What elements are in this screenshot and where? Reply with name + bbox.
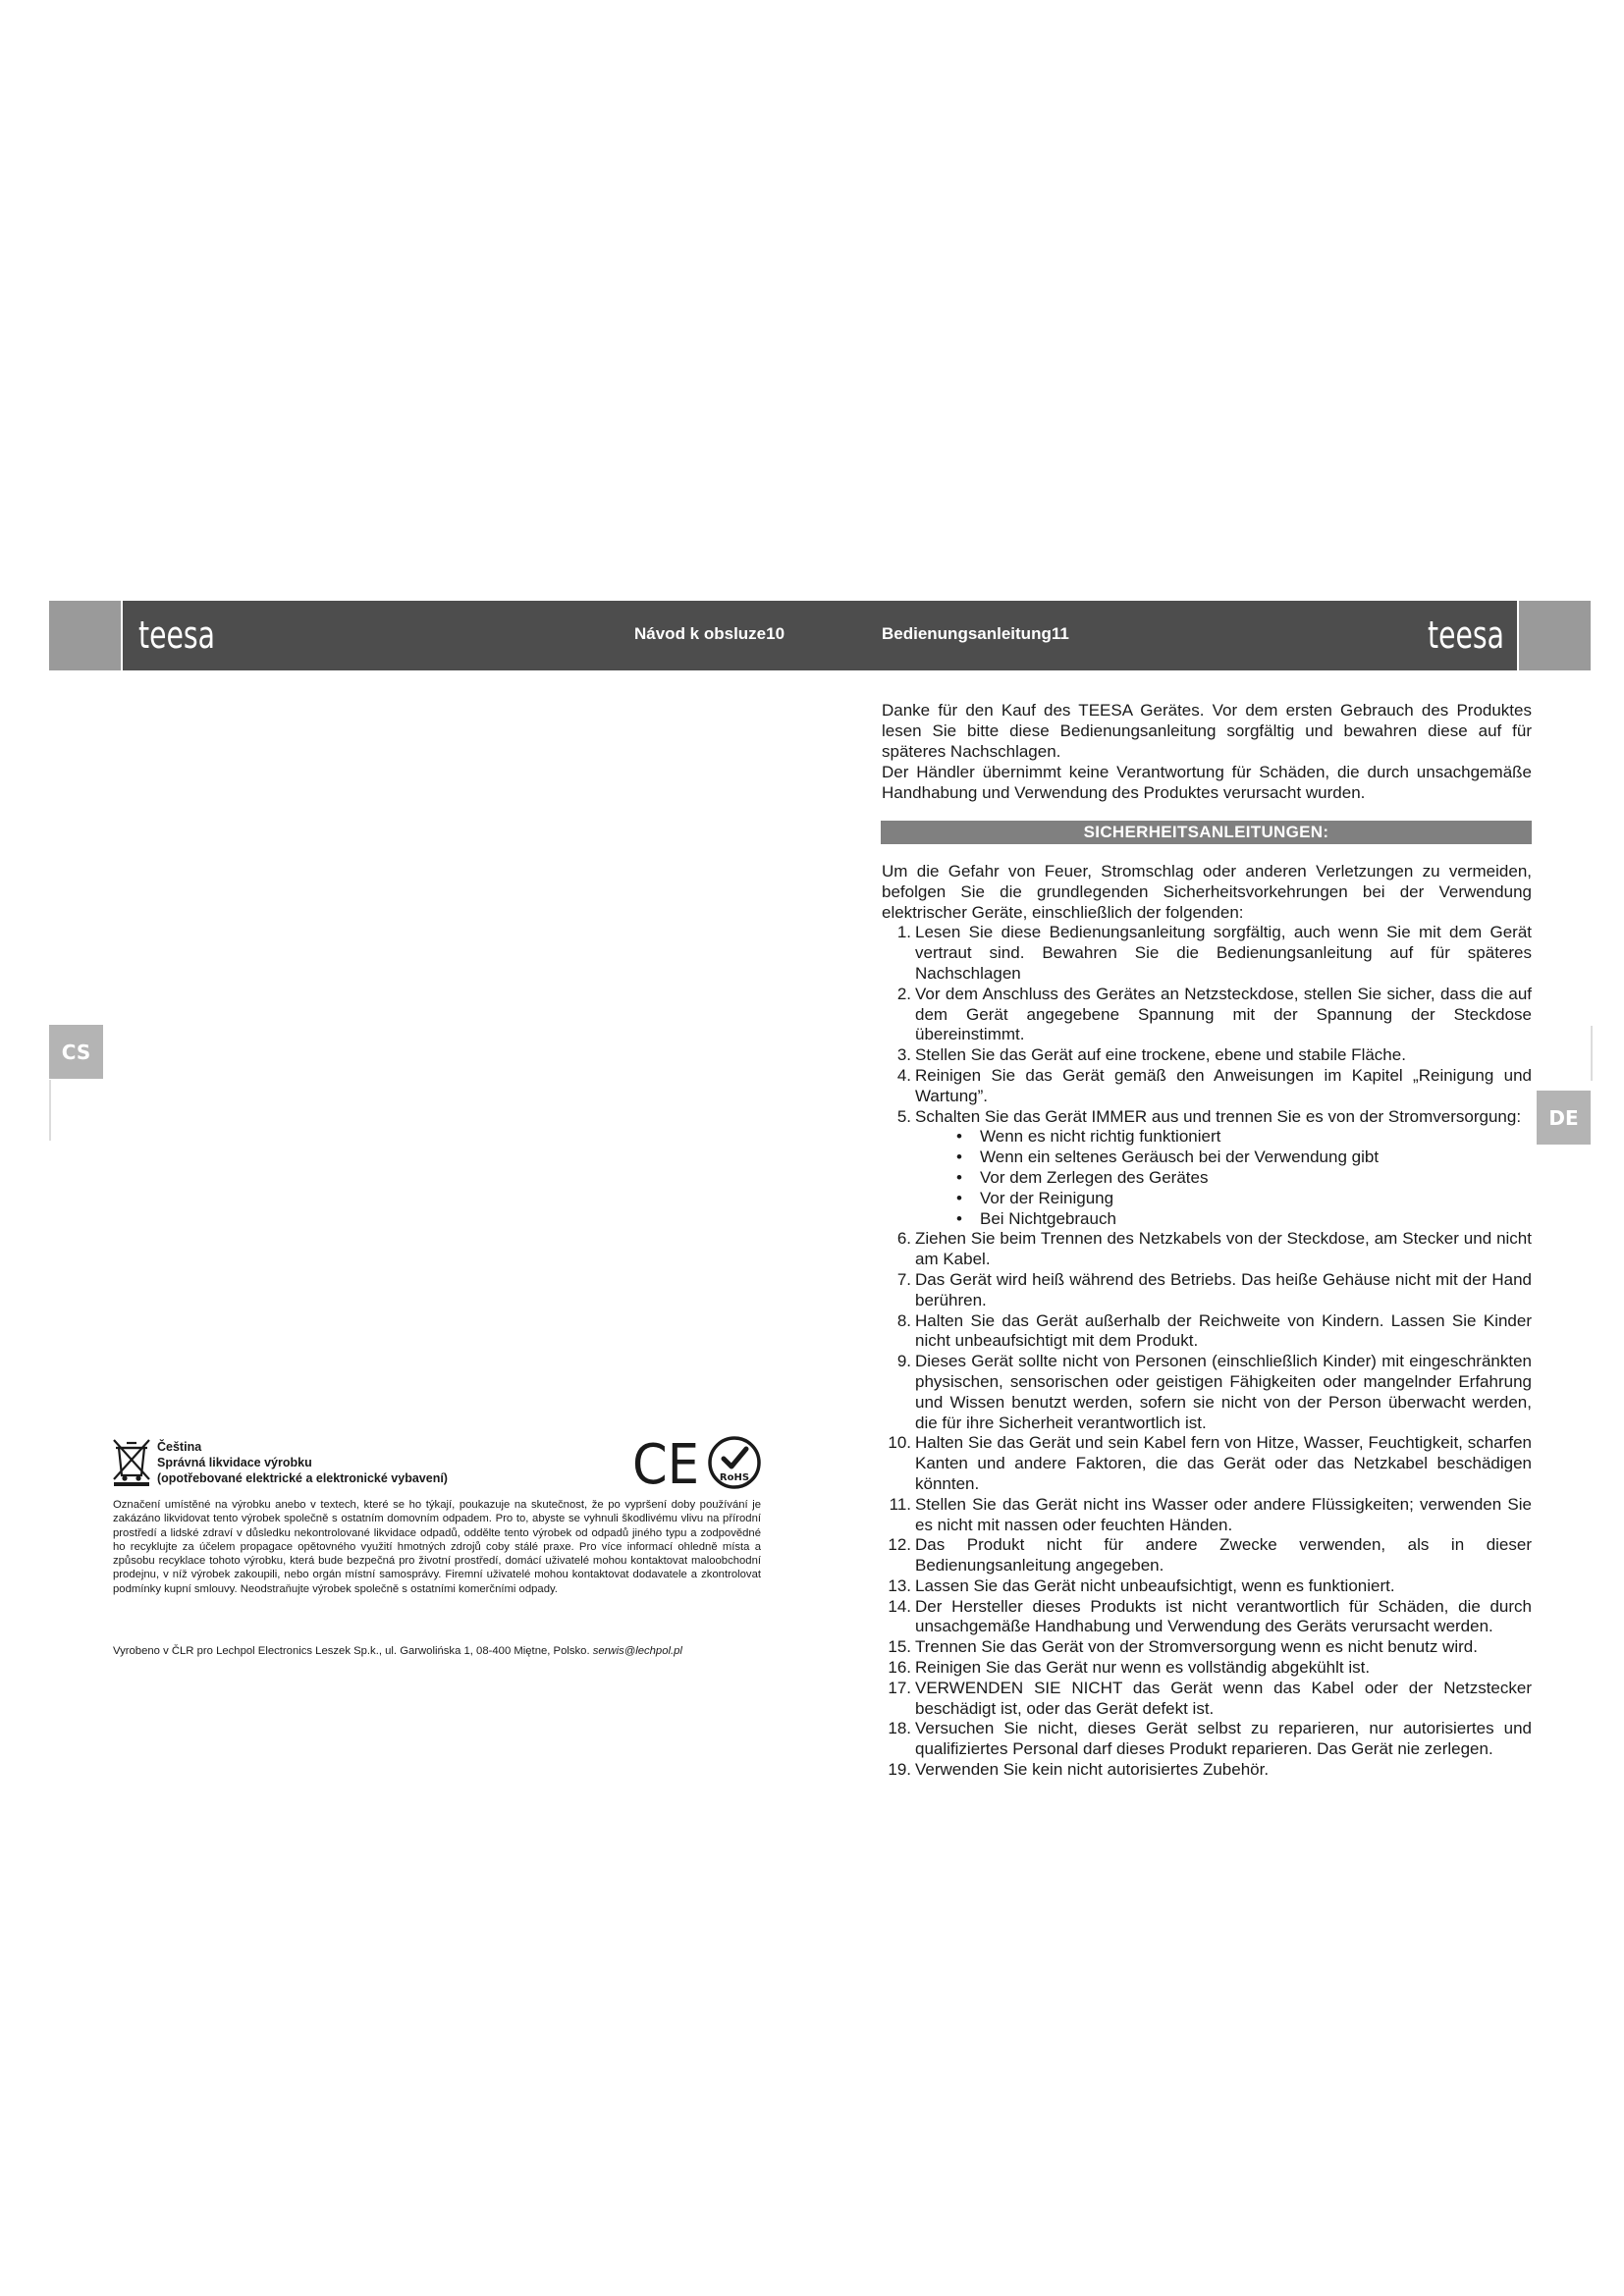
list-item: 1. Lesen Sie diese Bedienungsanleitung sorgfältig, auch wenn Sie mit dem Gerät vertraut sind. Bewahren Sie die Bedienungsanleitung auf für späteres Nachschlagen [896, 923, 1532, 983]
sub-list-item: • Bei Nichtgebrauch [915, 1209, 1532, 1230]
ce-mark-icon [630, 1433, 701, 1497]
manufacturer-address: Vyrobeno v ČLR pro Lechpol Electronics Leszek Sp.k., ul. Garwolińska 1, 08-400 Miętne, Polsko. [113, 1645, 593, 1657]
sub-list-item: • Vor dem Zerlegen des Gerätes [915, 1168, 1532, 1189]
list-item: 3. Stellen Sie das Gerät auf eine trockene, ebene und stabile Fläche. [896, 1045, 1406, 1065]
list-item: 2. Vor dem Anschluss des Gerätes an Netzsteckdose, stellen Sie sicher, dass die auf dem Gerät angegebene Spannung mit der Spannung der Steckdose übereinstimmt. [896, 984, 1532, 1044]
safety-list [882, 923, 1532, 1780]
disposal-title: Správná likvidace výrobku [157, 1456, 312, 1469]
list-item: 7. Das Gerät wird heiß während des Betriebs. Das heiße Gehäuse nicht mit der Hand berühren. [896, 1269, 1532, 1309]
weee-bin-icon [110, 1436, 153, 1487]
list-item: 4. Reinigen Sie das Gerät gemäß den Anweisungen im Kapitel „Reinigung und Wartung”. [896, 1065, 1532, 1105]
svg-text:RoHS: RoHS [719, 1472, 750, 1483]
list-item: 16. Reinigen Sie das Gerät nur wenn es vollständig abgekühlt ist. [888, 1658, 1371, 1678]
list-item: 10. Halten Sie das Gerät und sein Kabel fern von Hitze, Wasser, Feuchtigkeit, scharfen Kanten und andere Faktoren, die das Gerät oder das Netzkabel beschädigen könnten. [888, 1433, 1532, 1493]
disconnect-conditions-list [915, 1127, 1532, 1229]
list-item: 18. Versuchen Sie nicht, dieses Gerät selbst zu reparieren, nur autorisiertes und qualifiziertes Personal darf dieses Produkt reparieren. Das Gerät nie zerlegen. [888, 1719, 1532, 1759]
disposal-heading [157, 1439, 448, 1486]
sub-list-item: • Wenn ein seltenes Geräusch bei der Verwendung gibt [915, 1148, 1532, 1168]
list-item: 9. Dieses Gerät sollte nicht von Personen (einschließlich Kinder) mit eingeschränkten physischen, sensorischen oder geistigen Fähigkeiten oder mangelnder Erfahrung und Wissen benutzt werden, sofern sie nicht von der Person überwacht werden, die für ihre Sicherheit verantwortlich ist. [896, 1352, 1532, 1432]
tab-divider-left [49, 1080, 51, 1141]
intro-paragraph-2: Der Händler übernimmt keine Verantwortung für Schäden, die durch unsachgemäße Handhabung und Verwendung des Produktes verursacht wurden. [882, 763, 1532, 802]
sub-list-item: • Vor der Reinigung [915, 1189, 1532, 1209]
list-item: 14. Der Hersteller dieses Produkts ist nicht verantwortlich für Schäden, die durch unsachgemäße Handhabung und Verwendung des Geräts verursacht werden. [888, 1596, 1532, 1636]
manufacturer-footer [113, 1644, 682, 1658]
list-item: 5. Schalten Sie das Gerät IMMER aus und trennen Sie es von der Stromversorgung: • Wenn es nicht richtig funktioniert • Wenn ein seltenes Geräusch bei der Verwendung gibt • Vor dem Zerlegen des Gerätes • Vor der Reinigung • Bei Nichtgebrauch [882, 1107, 1532, 1230]
safety-section [882, 862, 1532, 1781]
intro-paragraph-1: Danke für den Kauf des TEESA Gerätes. Vor dem ersten Gebrauch des Produktes lesen Sie bitte diese Bedienungsanleitung sorgfältig und bewahren diese auf für späteres Nachschlagen. [882, 701, 1532, 761]
tab-divider-right [1591, 1026, 1593, 1081]
list-item: 13. Lassen Sie das Gerät nicht unbeaufsichtigt, wenn es funktioniert. [888, 1575, 1395, 1595]
disposal-subtitle: (opotřebované elektrické a elektronické vybavení) [157, 1471, 448, 1485]
header-left-block [49, 601, 121, 670]
safety-heading: SICHERHEITSANLEITUNGEN: [881, 821, 1532, 844]
list-item: 11. Stellen Sie das Gerät nicht ins Wasser oder andere Flüssigkeiten; verwenden Sie es nicht mit nassen oder feuchten Händen. [889, 1494, 1532, 1534]
language-tab-cs: CS [49, 1025, 103, 1079]
teesa-logo-left [137, 614, 218, 656]
header-band [123, 601, 1517, 670]
list-item: 15. Trennen Sie das Gerät von der Stromversorgung wenn es nicht benutz wird. [888, 1637, 1478, 1657]
header-right-block [1519, 601, 1591, 670]
list-item: 12. Das Produkt nicht für andere Zwecke verwenden, als in dieser Bedienungsanleitung angegeben. [888, 1535, 1532, 1575]
svg-text:teesa: teesa [1428, 614, 1504, 657]
rohs-icon [707, 1435, 762, 1490]
teesa-logo-right [1427, 614, 1507, 656]
header-title-right: Bedienungsanleitung11 [882, 624, 1069, 643]
list-item: 17. VERWENDEN SIE NICHT das Gerät wenn das Kabel oder der Netzstecker beschädigt ist, oder das Gerät defekt ist. [888, 1678, 1532, 1718]
list-item: 6. Ziehen Sie beim Trennen des Netzkabels von der Steckdose, am Stecker und nicht am Kabel. [896, 1229, 1532, 1269]
svg-text:teesa: teesa [138, 614, 215, 657]
svg-text:CE: CE [632, 1433, 699, 1497]
language-tab-de: DE [1537, 1091, 1591, 1145]
list-item: 19. Verwenden Sie kein nicht autorisiertes Zubehör. [888, 1760, 1270, 1780]
safety-lead: Um die Gefahr von Feuer, Stromschlag oder anderen Verletzungen zu vermeiden, befolgen Sie die grundlegenden Sicherheitsvorkehrungen bei der Verwendung elektrischer Geräte, einschließlich der folgenden: [882, 862, 1532, 922]
disposal-body: Označení umístěné na výrobku anebo v textech, které se ho týkají, poukazuje na skutečnost, že po vypršení doby používání je zakázáno likvidovat tento výrobek společně s ostatním domovním odpadem. Pro to, abyste se vyhnuli škodlivému vlivu na přírodní prostředí a lidské zdraví v důsledku nekontrolované likvidace odpadů, oddělte tento výrobek od odpadů jiného typu a zodpovědné ho recyklujte za účelem propagace opětovného využití hmotných zdrojů coby stálé praxe. Pro více informací ohledně místa a způsobu recyklace tohoto výrobku, která bude bezpečná pro životní prostředí, domácí uživatelé mohou kontaktovat maloobchodní prodejnu, v níž výrobek zakoupili, nebo orgán místní samosprávy. Firemní uživatelé mohou kontaktovat dodavatele a zkontrolovat podmínky kupní smlouvy. Neodstraňujte výrobek společně s ostatními komerčními odpady. [113, 1499, 761, 1595]
list-item: 8. Halten Sie das Gerät außerhalb der Reichweite von Kindern. Lassen Sie Kinder nicht unbeaufsichtigt mit dem Produkt. [896, 1310, 1532, 1351]
disposal-language: Čeština [157, 1440, 202, 1454]
header-title-left: Návod k obsluze10 [634, 624, 785, 643]
sub-list-item: • Wenn es nicht richtig funktioniert [915, 1127, 1532, 1148]
service-email: serwis@lechpol.pl [592, 1645, 682, 1657]
intro-text [882, 700, 1532, 803]
